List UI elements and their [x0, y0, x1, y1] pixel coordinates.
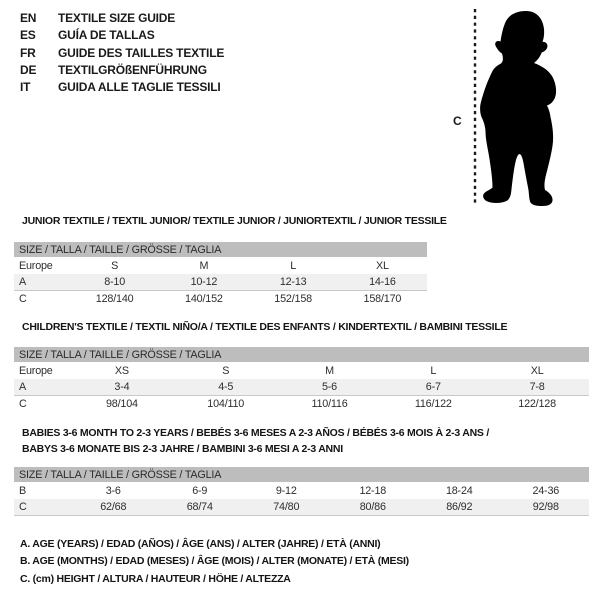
table-row — [14, 291, 427, 307]
babies-table-title-line1: BABIES 3-6 MONTH TO 2-3 YEARS / BEBÉS 3-6 MESES A 2-3 AÑOS / BÉBÉS 3-6 MOIS À 2-3 ANS / — [22, 427, 490, 439]
table-cell: 62/68 — [100, 501, 127, 513]
table-cell: 14-16 — [369, 276, 396, 288]
table-cell: 24-36 — [532, 485, 560, 497]
language-row — [20, 45, 224, 62]
table-cell: 86/92 — [446, 501, 473, 513]
table-cell: XS — [114, 365, 129, 377]
table-cell: 7-8 — [529, 381, 545, 393]
table-row — [14, 258, 427, 274]
table-cell: 80/86 — [359, 501, 386, 513]
language-code: FR — [20, 45, 36, 60]
table-cell: 6-9 — [192, 485, 208, 497]
size-header-bar: SIZE / TALLA / TAILLE / GRÖSSE / TAGLIA — [14, 467, 589, 482]
height-label-c: C — [453, 114, 462, 128]
legend — [20, 536, 409, 588]
row-label: A — [19, 381, 27, 393]
language-row — [20, 27, 224, 44]
table-cell: S — [222, 365, 230, 377]
language-code: ES — [20, 28, 36, 43]
junior-table-title: JUNIOR TEXTILE / TEXTIL JUNIOR/ TEXTILE JUNIOR / JUNIORTEXTIL / JUNIOR TESSILE — [22, 215, 447, 227]
table-cell: 140/152 — [185, 293, 223, 305]
babies-table-title — [22, 426, 489, 457]
baby-silhouette-icon — [480, 11, 556, 206]
language-code: EN — [20, 11, 37, 25]
size-header-bar: SIZE / TALLA / TAILLE / GRÖSSE / TAGLIA — [14, 242, 427, 257]
row-label: C — [19, 501, 27, 513]
children-table — [14, 347, 589, 412]
language-name: TEXTILGRÖßENFÜHRUNG — [58, 62, 207, 77]
language-name: GUÍA DE TALLAS — [58, 28, 155, 43]
babies-table-title-line2: BABYS 3-6 MONATE BIS 2-3 JAHRE / BAMBINI 3-6 MESI A 2-3 ANNI — [22, 442, 343, 455]
table-row — [14, 499, 589, 516]
table-row — [14, 363, 589, 379]
table-cell: S — [111, 260, 119, 272]
children-table-title: CHILDREN'S TEXTILE / TEXTIL NIÑO/A / TEXTILE DES ENFANTS / KINDERTEXTIL / BAMBINI TESSILE — [22, 321, 508, 333]
table-cell: XL — [375, 260, 389, 272]
row-label: Europe — [19, 260, 53, 272]
language-row — [20, 79, 224, 96]
table-cell: 5-6 — [321, 381, 337, 393]
table-cell: 68/74 — [186, 501, 213, 513]
legend-line-height: C. (cm) HEIGHT / ALTURA / HAUTEUR / HÖHE / ALTEZZA — [20, 572, 291, 585]
table-cell: 104/110 — [207, 398, 245, 410]
row-label: B — [19, 485, 27, 497]
language-code: IT — [20, 80, 31, 95]
table-cell: 110/116 — [311, 398, 348, 410]
table-cell: 116/122 — [414, 398, 452, 410]
table-cell: 98/104 — [105, 398, 138, 410]
language-guide-list — [20, 10, 224, 96]
size-header-bar: SIZE / TALLA / TAILLE / GRÖSSE / TAGLIA — [14, 347, 589, 362]
row-label: C — [19, 398, 27, 410]
language-name: GUIDA ALLE TAGLIE TESSILI — [58, 80, 221, 95]
table-cell: 3-4 — [114, 381, 130, 393]
table-row — [14, 379, 589, 396]
table-cell: 128/140 — [95, 293, 134, 305]
table-row — [14, 483, 589, 499]
babies-table — [14, 467, 589, 516]
table-cell: XL — [530, 365, 544, 377]
table-cell: 9-12 — [275, 485, 297, 497]
legend-line-age-months: B. AGE (MONTHS) / EDAD (MESES) / ÂGE (MOIS) / ALTER (MONATE) / ETÀ (MESI) — [20, 555, 409, 568]
language-row — [20, 10, 224, 27]
language-name: GUIDE DES TAILLES TEXTILE — [58, 45, 225, 60]
row-label: Europe — [19, 365, 53, 377]
table-cell: 3-6 — [105, 485, 121, 497]
legend-line-age-years: A. AGE (YEARS) / EDAD (AÑOS) / ÂGE (ANS) / ALTER (JAHRE) / ETÀ (ANNI) — [20, 538, 381, 550]
language-name: TEXTILE SIZE GUIDE — [58, 11, 176, 25]
table-row — [14, 396, 589, 412]
table-cell: 12-18 — [359, 485, 387, 497]
language-row — [20, 62, 224, 79]
table-cell: L — [430, 365, 437, 377]
table-cell: 152/158 — [274, 293, 312, 305]
table-cell: 74/80 — [273, 501, 300, 513]
table-cell: 10-12 — [190, 276, 218, 288]
table-cell: 4-5 — [218, 381, 234, 393]
table-cell: 158/170 — [363, 293, 402, 305]
baby-height-figure — [440, 5, 590, 215]
table-cell: M — [199, 260, 209, 272]
table-cell: 18-24 — [445, 485, 473, 497]
table-cell: M — [325, 365, 334, 377]
table-cell: 92/98 — [532, 501, 559, 513]
language-code: DE — [20, 62, 37, 77]
table-cell: 122/128 — [518, 398, 556, 410]
junior-table — [14, 242, 427, 307]
row-label: A — [19, 276, 27, 288]
table-cell: 8-10 — [104, 276, 126, 288]
row-label: C — [19, 293, 27, 305]
table-cell: 12-13 — [279, 276, 307, 288]
table-row — [14, 274, 427, 291]
table-cell: L — [290, 260, 297, 272]
table-cell: 6-7 — [425, 381, 441, 393]
